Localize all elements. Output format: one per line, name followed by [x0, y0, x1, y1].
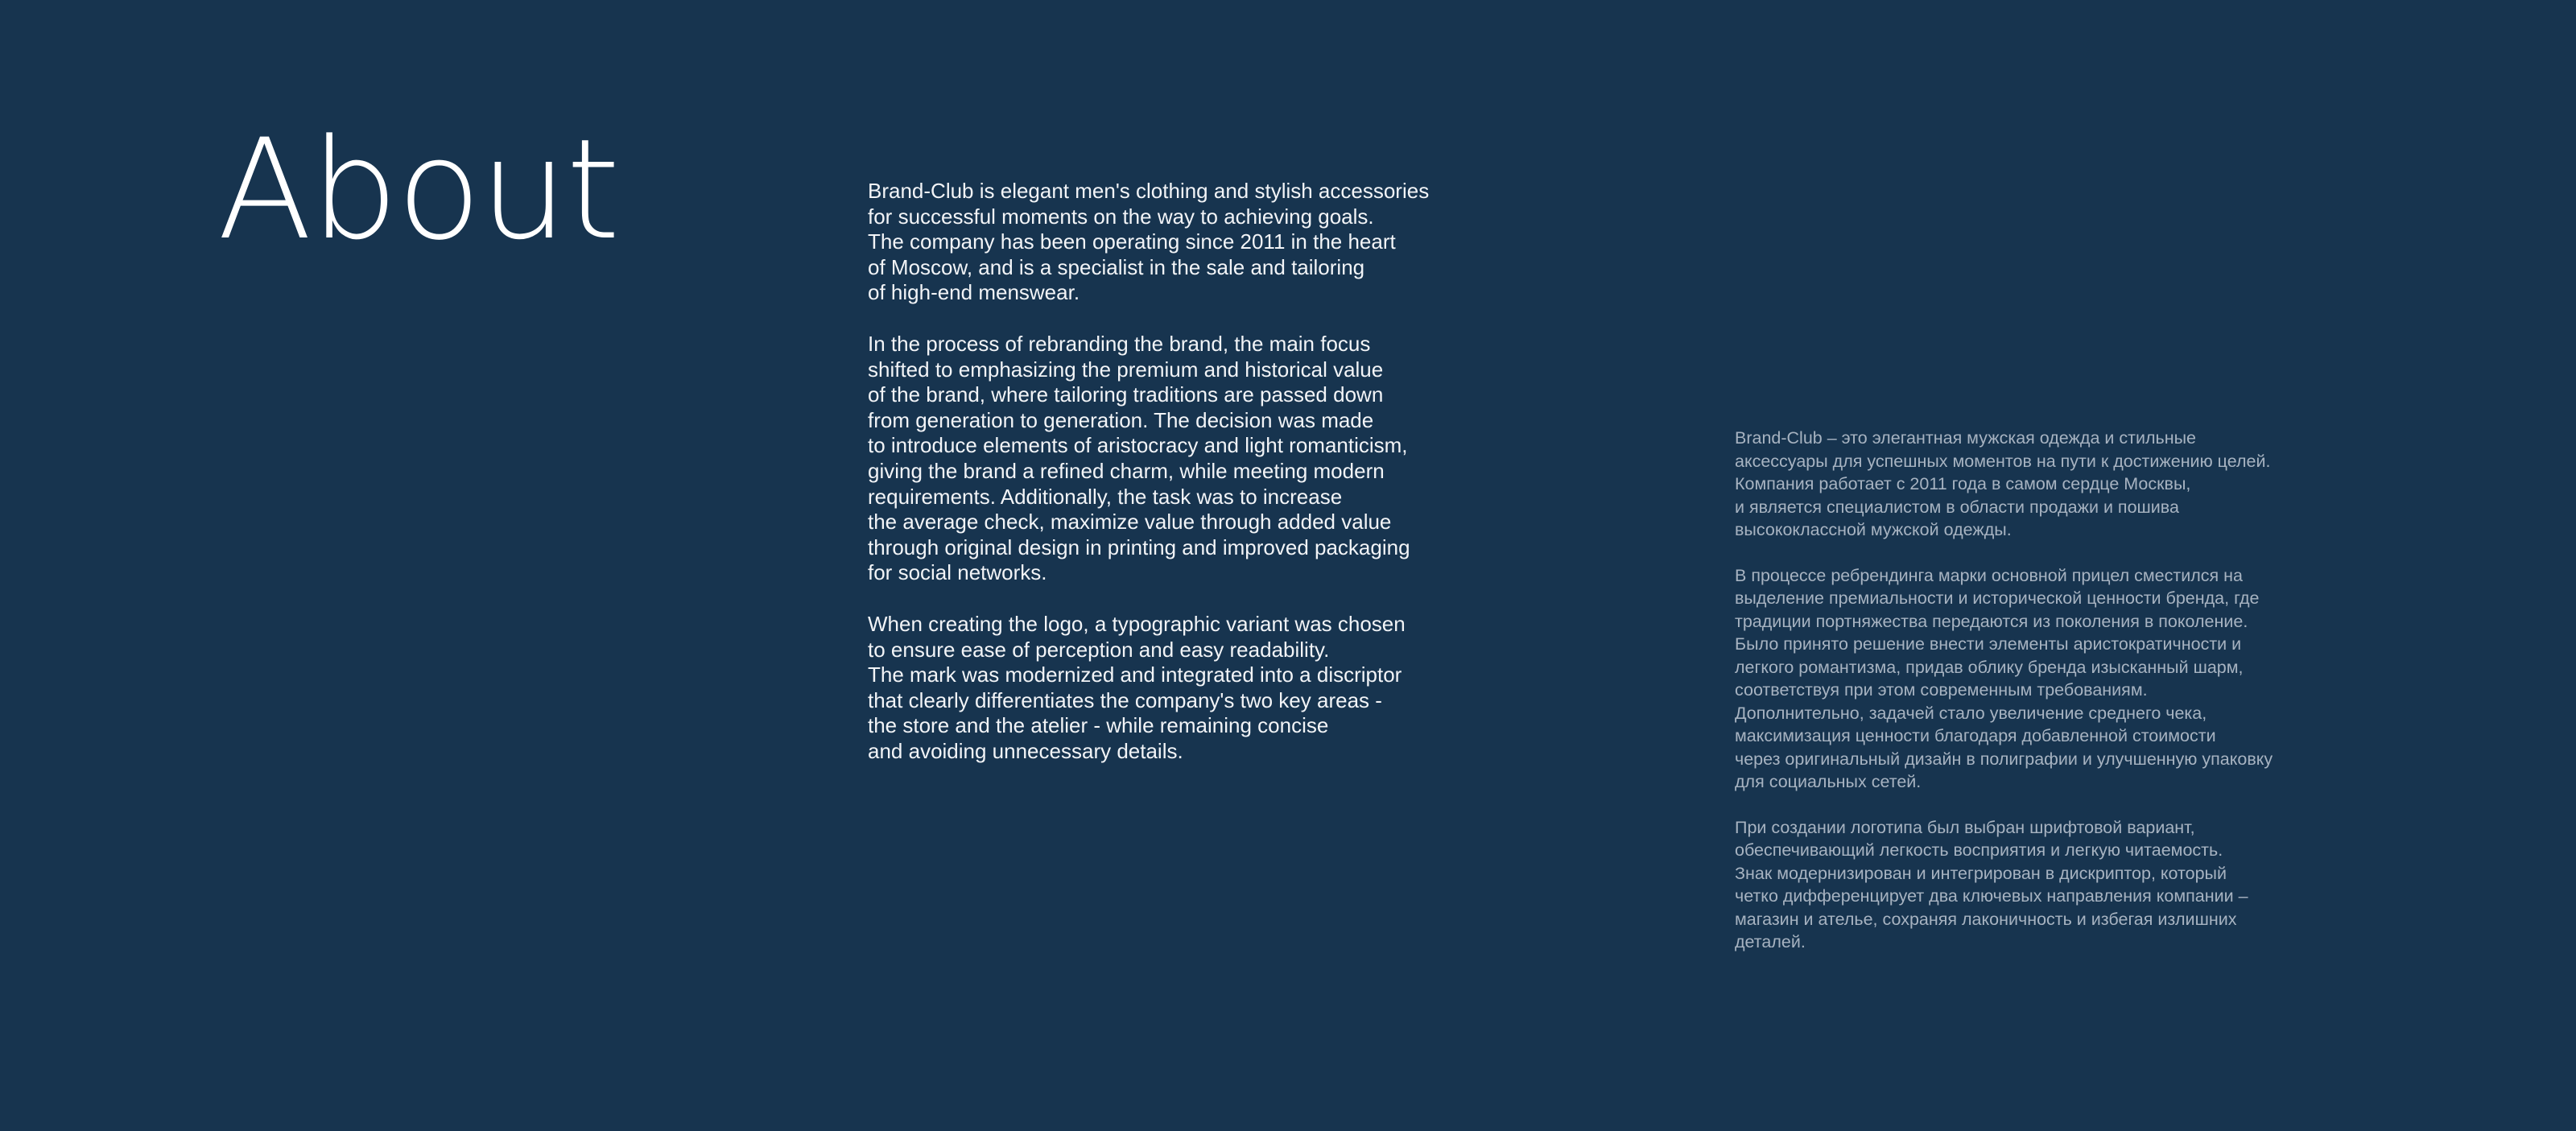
english-paragraph-intro: Brand-Club is elegant men's clothing and stylish accessories for successful moments on the way to achieving goals. The company has been operating since 2011 in the heart of Moscow, and is a specialist in the sale and tailoring of high-end menswear.: [868, 179, 1430, 305]
russian-paragraph-rebranding: В процессе ребрендинга марки основной прицел сместился на выделение премиальности и исторической ценности бренда, где традиции портняжества передаются из поколения в поколение. Было принято решение внести элементы аристократичности и легкого романтизма, придав облику бренда изысканный шарм, соответствуя при этом современным требованиям. Дополнительно, задачей стало увеличение среднего чека, максимизация ценности благодаря добавленной стоимости через оригинальный дизайн в полиграфии и улучшенную упаковку для социальных сетей.: [1735, 565, 2273, 791]
english-paragraph-logo: When creating the logo, a typographic variant was chosen to ensure ease of perception and easy readability. The mark was modernized and integrated into a discriptor that clearly differentiates the company's two key areas - the store and the atelier - while remaining concise and avoiding unnecessary details.: [868, 611, 1406, 763]
russian-paragraph-logo: При создании логотипа был выбран шрифтовой вариант, обеспечивающий легкость восприятия и легкую читаемость. Знак модернизирован и интегрирован в дискриптор, который четко дифференцирует два ключевых направления компании – магазин и ателье, сохраняя лаконичность и избегая излишних деталей.: [1735, 817, 2248, 951]
english-paragraph-rebranding: In the process of rebranding the brand, the main focus shifted to emphasizing the premium and historical value of the brand, where tailoring traditions are passed down from generation to generation. The decision was made to introduce elements of aristocracy and light romanticism, giving the brand a refined charm, while meeting modern requirements. Additionally, the task was to increase the average check, maximize value through added value through original design in printing and improved packaging for social networks.: [868, 331, 1410, 585]
russian-paragraph-intro: Brand-Club – это элегантная мужская одежда и стильные аксессуары для успешных моментов на пути к достижению целей. Компания работает с 2011 года в самом сердце Москвы, и является специалистом в области продажи и пошива высококлассной мужской одежды.: [1735, 428, 2271, 539]
russian-description: [1735, 427, 2427, 954]
page-title: About: [217, 109, 619, 270]
english-description: [868, 179, 1528, 764]
